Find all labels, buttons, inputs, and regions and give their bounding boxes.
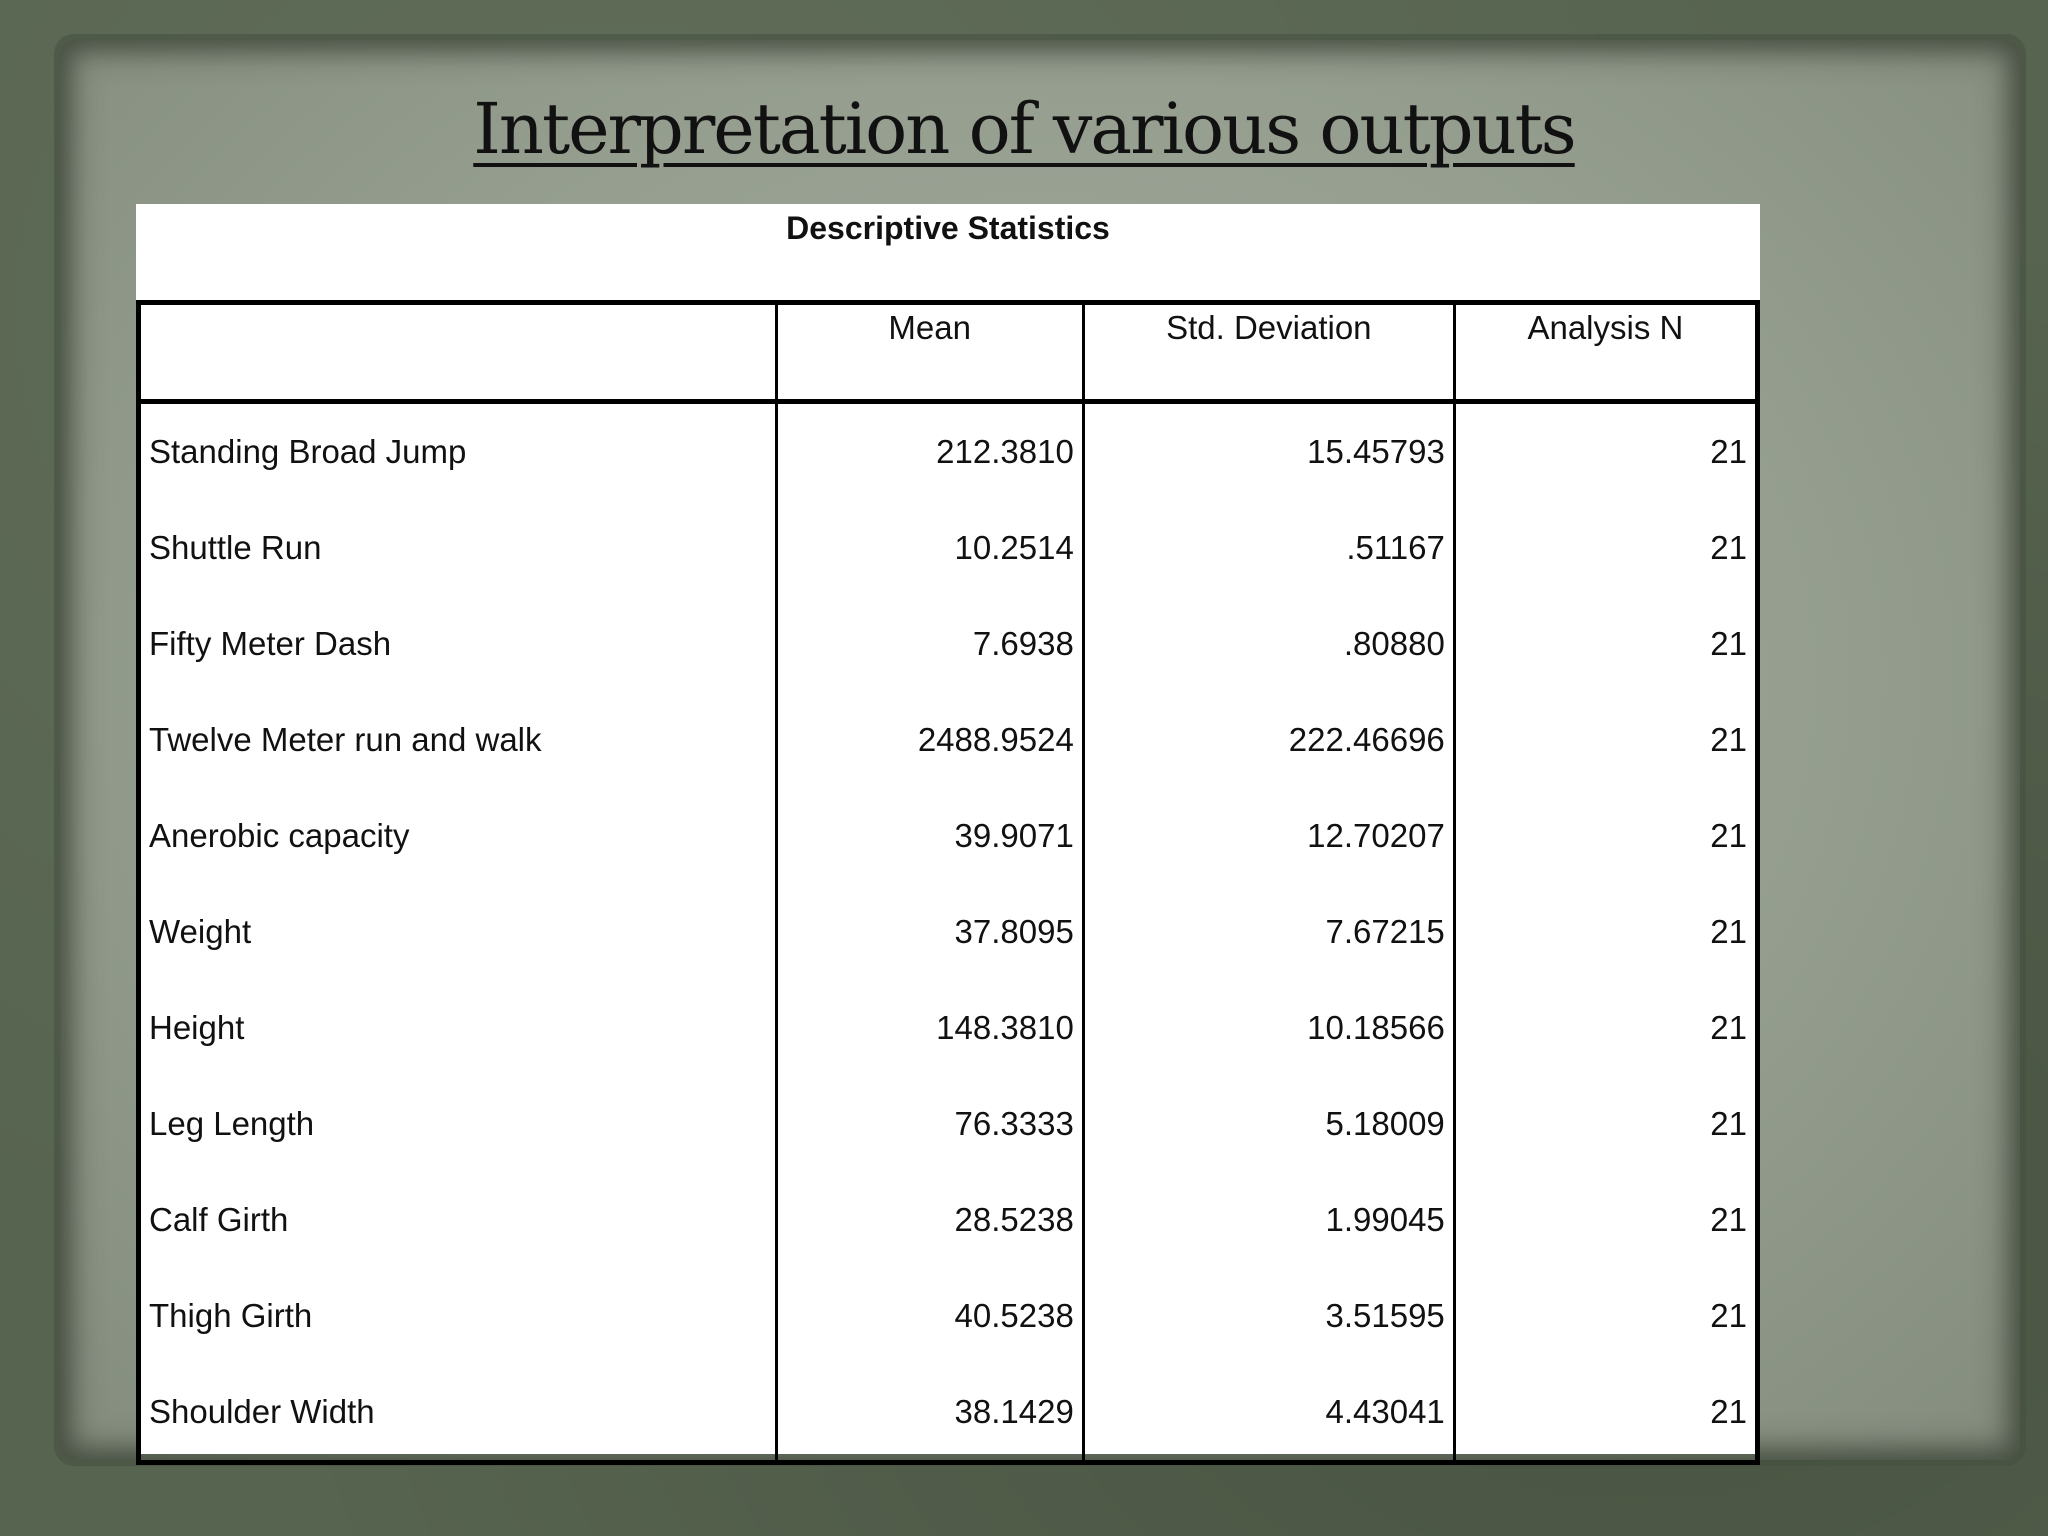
row-std-deviation: 4.43041 <box>1083 1364 1454 1463</box>
table-row <box>139 596 1758 692</box>
row-label: Shuttle Run <box>139 500 777 596</box>
row-std-deviation: 3.51595 <box>1083 1268 1454 1364</box>
header-analysis-n: Analysis N <box>1454 303 1757 402</box>
row-std-deviation: .51167 <box>1083 500 1454 596</box>
row-analysis-n: 21 <box>1454 1268 1757 1364</box>
table-row <box>139 788 1758 884</box>
table-row <box>139 1172 1758 1268</box>
row-analysis-n: 21 <box>1454 884 1757 980</box>
row-std-deviation: 7.67215 <box>1083 884 1454 980</box>
header-variable <box>139 303 777 402</box>
table-row <box>139 980 1758 1076</box>
table-row <box>139 1268 1758 1364</box>
row-std-deviation: 1.99045 <box>1083 1172 1454 1268</box>
table-row <box>139 884 1758 980</box>
row-mean: 212.3810 <box>776 402 1083 501</box>
row-analysis-n: 21 <box>1454 500 1757 596</box>
row-mean: 76.3333 <box>776 1076 1083 1172</box>
row-label: Anerobic capacity <box>139 788 777 884</box>
table-row <box>139 500 1758 596</box>
row-std-deviation: 10.18566 <box>1083 980 1454 1076</box>
row-analysis-n: 21 <box>1454 1172 1757 1268</box>
row-label: Twelve Meter run and walk <box>139 692 777 788</box>
row-mean: 40.5238 <box>776 1268 1083 1364</box>
row-analysis-n: 21 <box>1454 1076 1757 1172</box>
table-row <box>139 1076 1758 1172</box>
row-mean: 37.8095 <box>776 884 1083 980</box>
slide-title-container <box>0 88 2048 170</box>
row-mean: 39.9071 <box>776 788 1083 884</box>
row-analysis-n: 21 <box>1454 402 1757 501</box>
row-std-deviation: 5.18009 <box>1083 1076 1454 1172</box>
header-std-deviation: Std. Deviation <box>1083 303 1454 402</box>
row-label: Weight <box>139 884 777 980</box>
table-row <box>139 402 1758 501</box>
row-mean: 28.5238 <box>776 1172 1083 1268</box>
row-analysis-n: 21 <box>1454 980 1757 1076</box>
row-label: Shoulder Width <box>139 1364 777 1463</box>
row-analysis-n: 21 <box>1454 1364 1757 1463</box>
table-row <box>139 1364 1758 1463</box>
row-std-deviation: .80880 <box>1083 596 1454 692</box>
table-caption: Descriptive Statistics <box>786 210 1110 246</box>
row-mean: 2488.9524 <box>776 692 1083 788</box>
row-mean: 38.1429 <box>776 1364 1083 1463</box>
descriptive-statistics-panel <box>136 204 1760 1454</box>
row-std-deviation: 12.70207 <box>1083 788 1454 884</box>
table-header-row <box>139 303 1758 402</box>
row-label: Leg Length <box>139 1076 777 1172</box>
row-mean: 7.6938 <box>776 596 1083 692</box>
row-std-deviation: 222.46696 <box>1083 692 1454 788</box>
row-std-deviation: 15.45793 <box>1083 402 1454 501</box>
row-analysis-n: 21 <box>1454 692 1757 788</box>
slide-title: Interpretation of various outputs <box>473 88 1575 170</box>
row-analysis-n: 21 <box>1454 596 1757 692</box>
row-analysis-n: 21 <box>1454 788 1757 884</box>
row-label: Height <box>139 980 777 1076</box>
row-label: Thigh Girth <box>139 1268 777 1364</box>
row-mean: 148.3810 <box>776 980 1083 1076</box>
header-mean: Mean <box>776 303 1083 402</box>
row-label: Standing Broad Jump <box>139 402 777 501</box>
row-label: Fifty Meter Dash <box>139 596 777 692</box>
row-mean: 10.2514 <box>776 500 1083 596</box>
table-row <box>139 692 1758 788</box>
row-label: Calf Girth <box>139 1172 777 1268</box>
descriptive-statistics-table <box>136 300 1760 1465</box>
